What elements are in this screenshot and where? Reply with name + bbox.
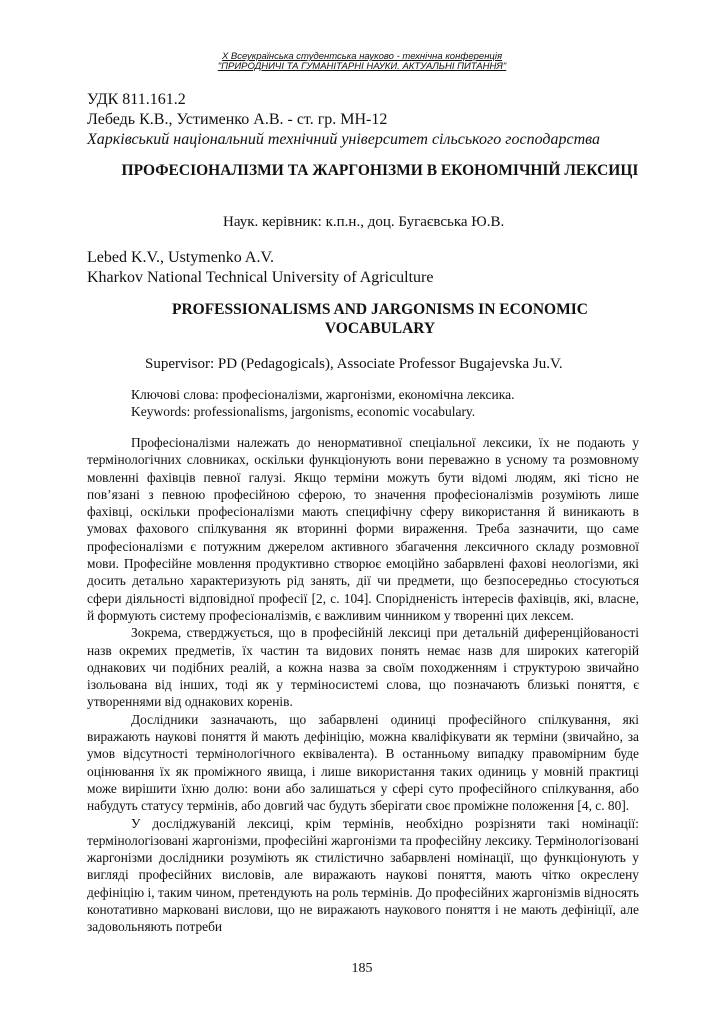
affiliation-en: Kharkov National Technical University of Agriculture — [87, 269, 434, 286]
udc-code: УДК 811.161.2 — [87, 91, 186, 108]
paragraph-1: Професіоналізми належать до ненормативної спеціальної лексики, їх не подають у термінологічних словниках, оскільки функціонують вони переважно в усному та розмовному мовленні фахівців певної галузі. Якщо терміни можуть бути відомі людям, які тісно не пов’язані з певною професійною сферою, то значення професіоналізмів розуміють лише фахівці, оскільки професіоналізми мають специфічну сферу використання й виникають в умовах фахового спілкування як вторинні форми вираження. Треба зазначити, що саме професіоналізми є потужним джерелом активного збагачення лексичного складу розмовної мови. Професійне мовлення продуктивно створює емоційно забарвлені фахові неологізми, які досить детально характеризують рід занять, дії чи предмети, що безпосередньо стосуються сфери діяльності відповідної професії [2, с. 104]. Спорідненість інтересів фахівців, які, власне, й формують систему професіоналізмів, є важливим чинником у творенні цих лексем. — [87, 435, 639, 623]
body-text — [87, 434, 639, 936]
supervisor-en: Supervisor: PD (Pedagogicals), Associate Professor Bugajevska Ju.V. — [145, 356, 563, 372]
paragraph-3: Дослідники зазначають, що забарвлені одиниці професійного спілкування, які виражають наукові поняття й мають дефініцію, можна кваліфікувати як терміни (звичайно, за умов відсутності термінологічного еквівалента). В останньому випадку правомірним буде оцінювання їх як проміжного явища, і лише використання таких одиниць у мовній практиці може вирішити їхню долю: вони або залишаться у сфері суто професійного спілкування, або набудуть статусу термінів, або довгий час будуть зберігати своє проміжне положення [4, с. 80]. — [87, 711, 639, 814]
conference-header-line1: X Всеукраїнська студентська науково - технічна конференція — [221, 51, 503, 62]
paragraph-2: Зокрема, стверджується, що в професійній лексиці при детальній диференційованості назв окремих предметів, їх частин та видових понять немає назв для широких категорій однакових чи подібних реалій, а кожна назва за своїм походженням і структурою звичайно ізольована від інших, тоді як у терміносистемі слова, що позначають близькі поняття, є утвореннями від однакових коренів. — [87, 625, 639, 710]
conference-header — [0, 52, 724, 72]
title-en: PROFESSIONALISMS AND JARGONISMS IN ECONOMIC VOCABULARY — [172, 301, 588, 337]
title-ua: ПРОФЕСІОНАЛІЗМИ ТА ЖАРГОНІЗМИ В ЕКОНОМІЧНІЙ ЛЕКСИЦІ — [121, 162, 639, 179]
page-number: 185 — [351, 961, 373, 976]
affiliation-ua: Харківський національний технічний університет сільського господарства — [87, 131, 600, 148]
authors-ua: Лебедь К.В., Устименко А.В. - ст. гр. МН-12 — [87, 111, 388, 128]
supervisor-ua: Наук. керівник: к.п.н., доц. Бугаєвська Ю.В. — [223, 214, 505, 230]
keywords-en: Keywords: professionalisms, jargonisms, economic vocabulary. — [131, 404, 476, 419]
conference-header-line2: "ПРИРОДНИЧІ ТА ГУМАНІТАРНІ НАУКИ. АКТУАЛЬНІ ПИТАННЯ" — [217, 61, 507, 72]
keywords-ua: Ключові слова: професіоналізми, жаргонізми, економічна лексика. — [131, 387, 515, 402]
authors-en: Lebed K.V., Ustymenko A.V. — [87, 249, 274, 266]
paragraph-4: У досліджуваній лексиці, крім термінів, необхідно розрізняти такі номінації: термінологізовані жаргонізми, професійні жаргонізми та професійну лексику. Термінологізовані жаргонізми дослідники розуміють як стилістично забарвлені номінації, що функціонують у вигляді професійних висловів, але виражають наукові поняття, мають чітко окреслену дефініцію і, таким чином, претендують на роль термінів. До професійних жаргонізмів відносять конотативно марковані вислови, що не виражають наукового поняття і не мають дефініції, але задовольняють потреби — [87, 815, 639, 935]
